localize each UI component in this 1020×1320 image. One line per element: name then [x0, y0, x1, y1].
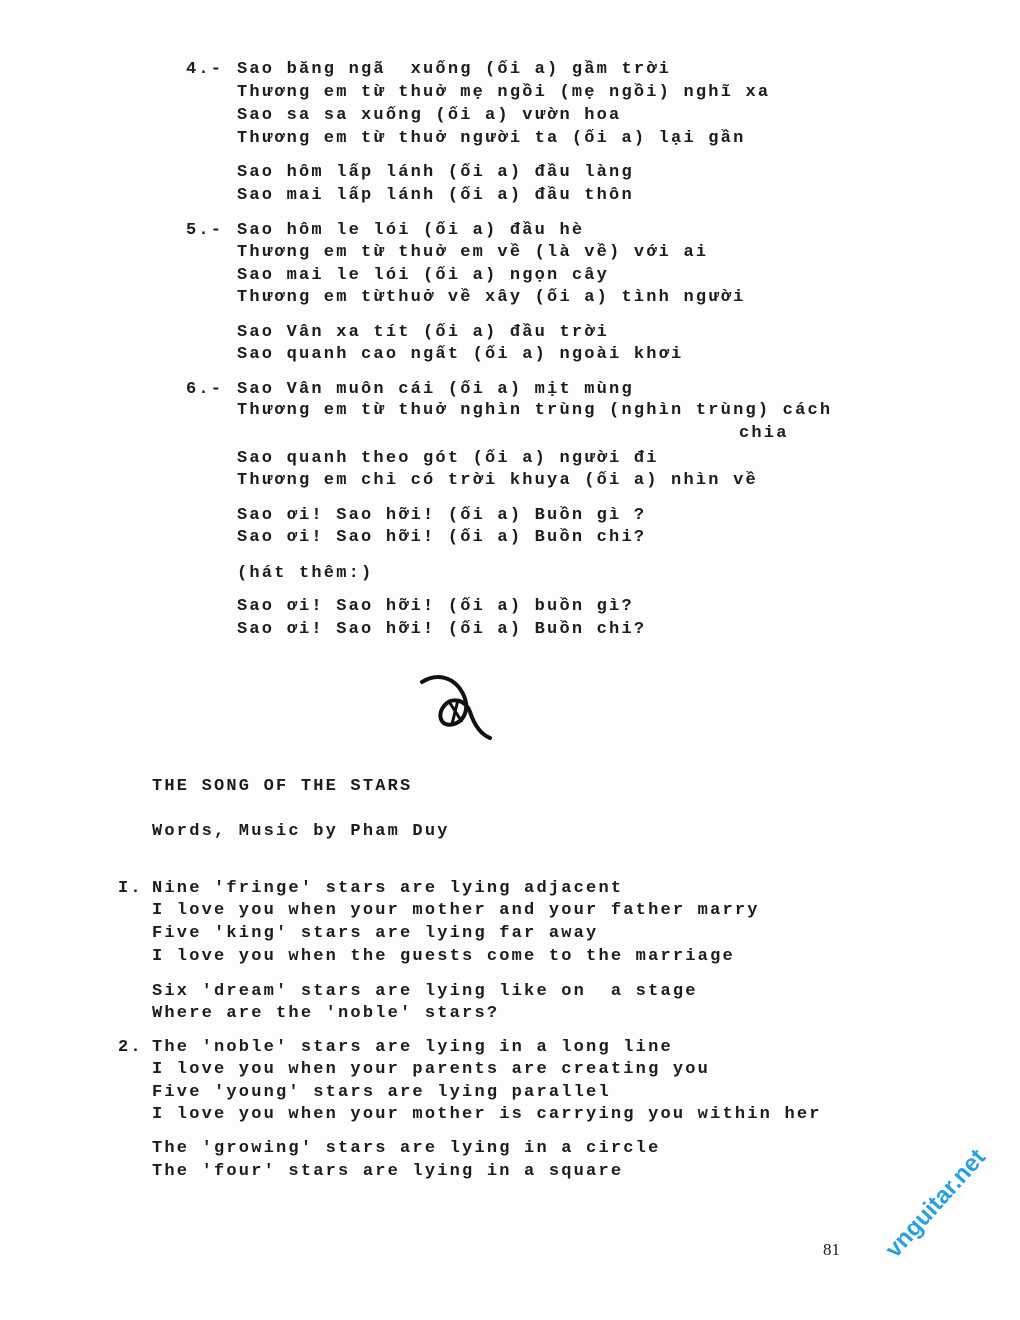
lyric-line: Sao sa sa xuống (ối a) vườn hoa — [237, 106, 622, 125]
lyric-line: Thương em từ thuở người ta (ối a) lại gần — [237, 129, 746, 148]
verse-number: 5.- — [186, 221, 224, 240]
lyric-line: Five 'young' stars are lying parallel — [152, 1083, 611, 1102]
song-credits: Words, Music by Pham Duy — [152, 822, 450, 841]
lyric-line: Sao băng ngã xuống (ối a) gầm trời — [237, 60, 672, 79]
verse-number: 2. — [118, 1038, 143, 1057]
lyric-line: Nine 'fringe' stars are lying adjacent — [152, 879, 624, 898]
lyric-line: Sao hôm lấp lánh (ối a) đầu làng — [237, 163, 634, 182]
song-title: THE SONG OF THE STARS — [152, 777, 413, 796]
lyric-line: I love you when your parents are creating you — [152, 1060, 711, 1079]
lyric-line: Sao ơi! Sao hỡi! (ối a) Buồn chi? — [237, 528, 647, 547]
lyric-line: Thương em từthuở về xây (ối a) tình người — [237, 288, 746, 307]
lyric-line: I love you when your mother and your father marry — [152, 901, 760, 920]
lyric-line: chia — [739, 424, 789, 443]
lyric-line: Sao ơi! Sao hỡi! (ối a) Buồn chi? — [237, 620, 647, 639]
verse-number: 4.- — [186, 60, 224, 79]
lyric-line: Thương em từ thuở em về (là về) với ai — [237, 243, 709, 262]
verse-number: 6.- — [186, 380, 224, 399]
lyric-line: Sao hôm le lói (ối a) đầu hè — [237, 221, 585, 240]
lyric-line: The 'growing' stars are lying in a circle — [152, 1139, 661, 1158]
lyric-line: Sao ơi! Sao hỡi! (ối a) Buồn gì ? — [237, 506, 647, 525]
lyric-line: Sao mai lấp lánh (ối a) đầu thôn — [237, 186, 634, 205]
lyric-line: (hát thêm:) — [237, 564, 374, 583]
lyric-line: The 'four' stars are lying in a square — [152, 1162, 624, 1181]
lyric-line: Sao quanh cao ngất (ối a) ngoài khơi — [237, 345, 684, 364]
lyric-line: Sao ơi! Sao hỡi! (ối a) buồn gì? — [237, 597, 634, 616]
lyric-line: I love you when the guests come to the marriage — [152, 947, 735, 966]
lyric-line: Sao Vân muôn cái (ối a) mịt mùng — [237, 380, 634, 399]
lyric-line: Where are the 'noble' stars? — [152, 1004, 500, 1023]
lyric-line: I love you when your mother is carrying you within her — [152, 1105, 822, 1124]
lyric-line: Thương em từ thuở nghìn trùng (nghìn trùng) cách — [237, 401, 833, 420]
lyric-line: Five 'king' stars are lying far away — [152, 924, 599, 943]
watermark: vnguitar.net — [880, 1143, 992, 1264]
verse-number: I. — [118, 879, 143, 898]
lyric-line: Six 'dream' stars are lying like on a stage — [152, 982, 698, 1001]
lyric-line: Sao quanh theo gót (ối a) người đi — [237, 449, 659, 468]
lyric-line: Thương em chỉ có trời khuya (ối a) nhìn về — [237, 471, 758, 490]
lyric-line: Sao mai le lói (ối a) ngọn cây — [237, 266, 610, 285]
ornament-icon — [418, 672, 498, 747]
page-number: 81 — [823, 1240, 840, 1259]
lyric-line: Thương em từ thuở mẹ ngồi (mẹ ngồi) nghĩ xa — [237, 83, 771, 102]
lyric-line: The 'noble' stars are lying in a long line — [152, 1038, 673, 1057]
lyric-line: Sao Vân xa tít (ối a) đầu trời — [237, 323, 610, 342]
